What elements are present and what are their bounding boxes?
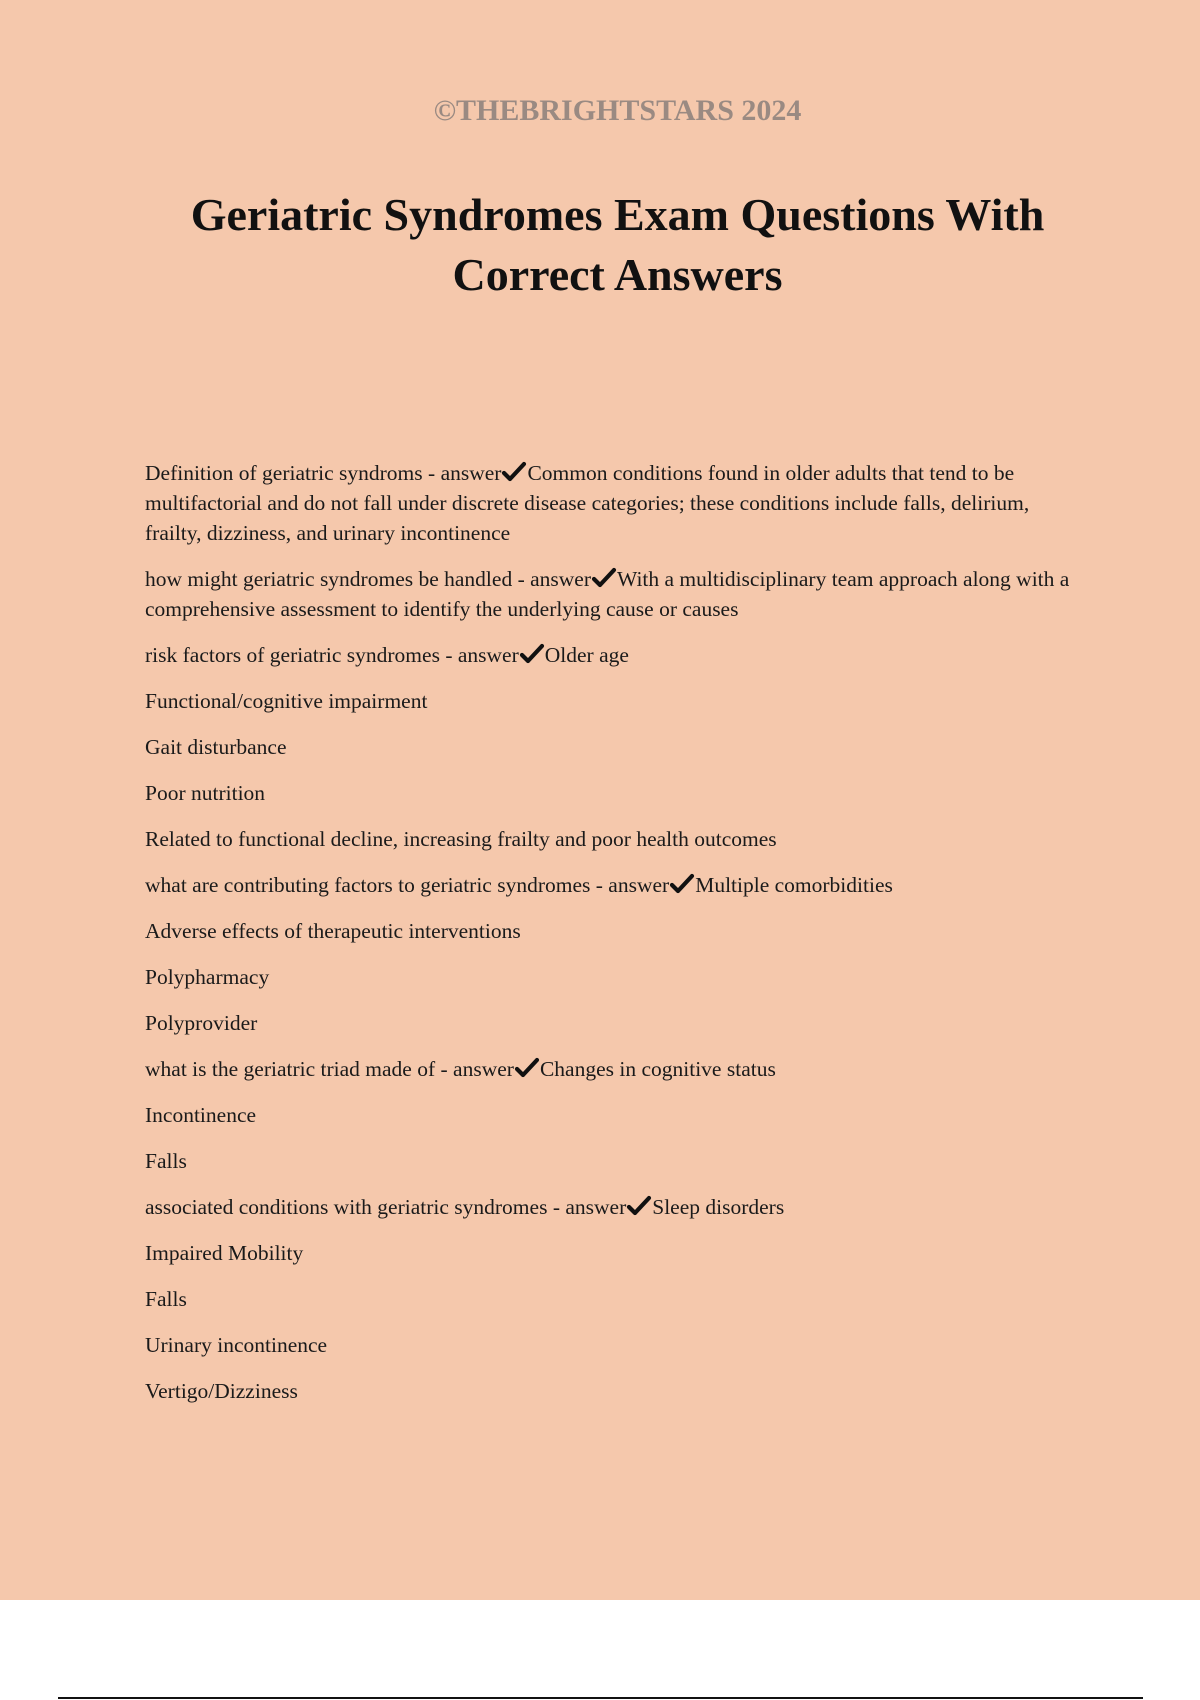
qa-item [145, 1192, 1085, 1222]
qa-item [145, 870, 1085, 900]
answer-line: Functional/cognitive impairment [145, 689, 428, 713]
answer-separator: - answer [512, 567, 592, 591]
answer-text: Older age [544, 643, 629, 667]
checkmark-icon [591, 567, 617, 589]
answer-separator: - answer [422, 461, 502, 485]
answer-line: Gait disturbance [145, 735, 287, 759]
qa-content [145, 458, 1085, 1422]
question-text: associated conditions with geriatric syndromes [145, 1195, 548, 1219]
answer-line: Adverse effects of therapeutic interventions [145, 919, 521, 943]
checkmark-icon [514, 1057, 540, 1079]
checkmark-icon [626, 1195, 652, 1217]
qa-item [145, 640, 1085, 670]
watermark: ©THEBRIGHTSTARS 2024 [433, 94, 802, 127]
answer-text: Multiple comorbidities [695, 873, 893, 897]
question-text: risk factors of geriatric syndromes [145, 643, 440, 667]
answer-text: Changes in cognitive status [539, 1057, 776, 1081]
checkmark-icon [519, 643, 545, 665]
qa-item [145, 458, 1085, 548]
answer-line: Related to functional decline, increasing frailty and poor health outcomes [145, 827, 777, 851]
answer-line: Polyprovider [145, 1011, 258, 1035]
answer-line: Poor nutrition [145, 781, 266, 805]
question-text: what is the geriatric triad made of [145, 1057, 436, 1081]
qa-item [145, 564, 1085, 624]
answer-text: Common conditions found in older adults that tend to be multifactorial and do not fall under discrete disease categories; these conditions include falls, delirium, frailty, dizziness, and urinary incontinence [145, 461, 1030, 545]
checkmark-icon [501, 461, 527, 483]
footer-divider [58, 1697, 1143, 1699]
question-text: what are contributing factors to geriatric syndromes [145, 873, 591, 897]
checkmark-icon [669, 873, 695, 895]
answer-line: Vertigo/Dizziness [145, 1379, 298, 1403]
answer-text: Sleep disorders [652, 1195, 785, 1219]
answer-line: Incontinence [145, 1103, 257, 1127]
question-text: how might geriatric syndromes be handled [145, 567, 513, 591]
answer-text: With a multidisciplinary team approach along with a comprehensive assessment to identify the underlying cause or causes [145, 567, 1070, 621]
answer-separator: - answer [439, 643, 519, 667]
answer-separator: - answer [435, 1057, 514, 1081]
answer-line: Polypharmacy [145, 965, 270, 989]
answer-line: Impaired Mobility [145, 1241, 304, 1265]
answer-separator: - answer [590, 873, 670, 897]
question-text: Definition of geriatric syndroms [145, 461, 423, 485]
qa-item [145, 1054, 1085, 1084]
page-title: Geriatric Syndromes Exam Questions With Correct Answers [190, 189, 1045, 300]
answer-line: Urinary incontinence [145, 1333, 328, 1357]
answer-line: Falls [145, 1287, 187, 1311]
answer-separator: - answer [547, 1195, 627, 1219]
answer-line: Falls [145, 1149, 187, 1173]
